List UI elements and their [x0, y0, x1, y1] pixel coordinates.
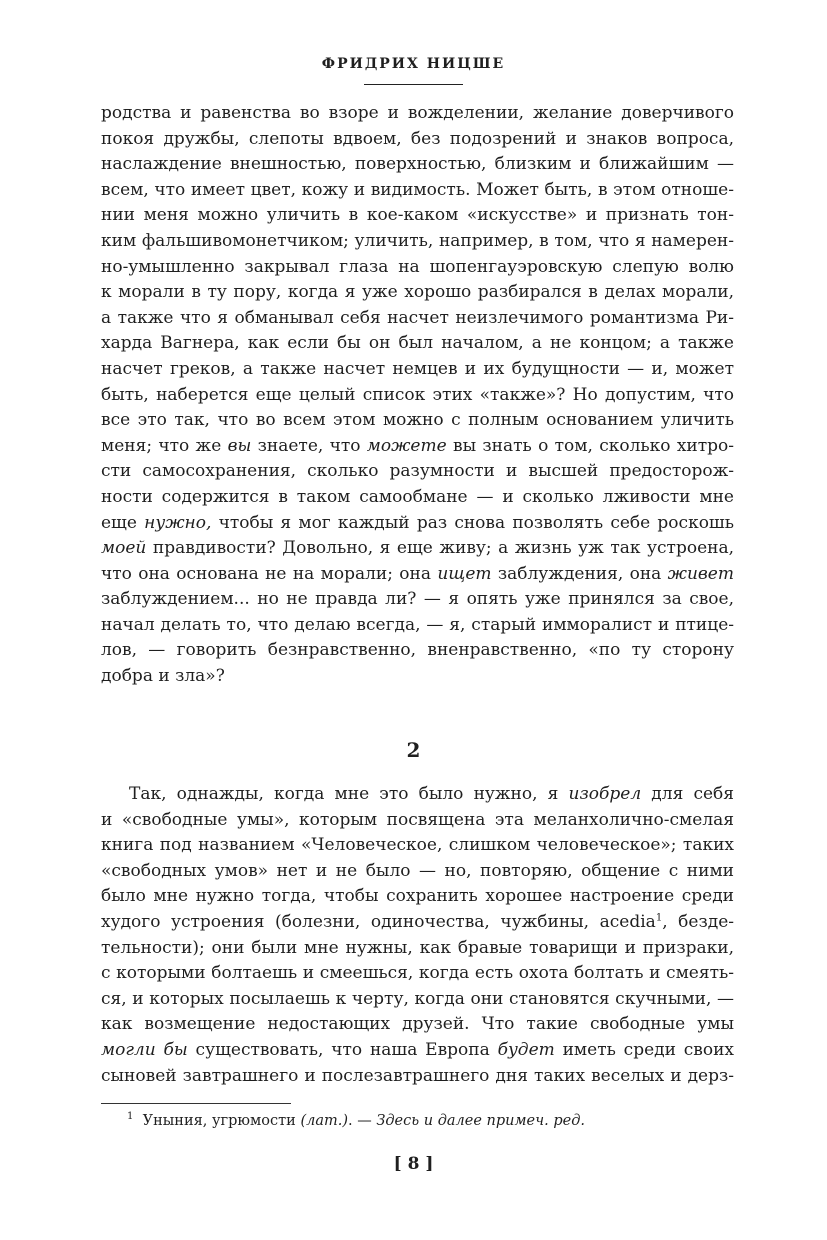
italic-word: могли бы — [101, 1039, 188, 1060]
page-number: [ 8 ] — [393, 1154, 434, 1174]
text-line: быть, наберется еще целый список этих «также»? Но допустим, что — [101, 384, 734, 405]
italic-word: ищет — [437, 563, 492, 584]
text-line: моей правдивости? Довольно, я еще живу; а жизнь уж так устроена, — [101, 538, 734, 559]
italic-word: можете — [366, 435, 447, 456]
italic-word: моей — [101, 538, 147, 559]
text-line: заблуждением... но не правда ли? — я опять уже принялся за свое, — [101, 589, 734, 610]
text-line: книга под названием «Человеческое, слишком человеческое»; таких — [101, 835, 734, 856]
text-line: «свободных умов» нет и не было — но, повторяю, общение с ними — [101, 860, 734, 881]
text-line: сти самосохранения, сколько разумности и высшей предосторож- — [101, 461, 734, 482]
footnote-text: Уныния, угрюмости — [142, 1113, 301, 1129]
text-line: меня; что же вы знаете, что можете вы знать о том, сколько хитро- — [101, 435, 734, 456]
text-line: лов, — говорить безнравственно, вненравственно, «по ту сторону — [101, 640, 734, 661]
italic-word: изобрел — [568, 784, 642, 804]
text-line: родства и равенства во взоре и вожделении, желание доверчивого — [101, 103, 734, 123]
paragraph-2 — [101, 782, 734, 1089]
footnote-marker: 1 — [655, 912, 663, 924]
footnote-lang-note: (лат.) — [300, 1113, 348, 1129]
text-line: еще нужно, чтобы я мог каждый раз снова позволять себе роскошь — [101, 512, 734, 533]
text-line: тельности); они были мне нужны, как бравые товарищи и призраки, — [101, 937, 734, 958]
footnote-rule — [101, 1103, 291, 1104]
text-line: покоя дружбы, слепоты вдвоем, без подозрений и знаков вопроса, — [101, 128, 734, 149]
text-line: что она основана не на морали; она ищет заблуждения, она живет — [101, 563, 734, 584]
text-line: могли бы существовать, что наша Европа будет иметь среди своих — [101, 1039, 734, 1060]
paragraph-1 — [101, 101, 734, 690]
italic-word: нужно, — [144, 512, 212, 533]
text-line: ким фальшивомонетчиком; уличить, например, в том, что я намерен- — [101, 230, 734, 251]
text-line: насчет греков, а также насчет немцев и их будущности — и, может — [101, 358, 734, 379]
text-line: к морали в ту пору, когда я уже хорошо разбирался в делах морали, — [101, 282, 734, 303]
section-number: 2 — [406, 738, 421, 762]
text-line: и «свободные умы», которым посвящена эта меланхолично-смелая — [101, 809, 734, 830]
italic-word: будет — [497, 1039, 555, 1060]
header-rule — [364, 84, 463, 85]
text-line: ся, и которых посылаешь к черту, когда они становятся скучными, — — [101, 988, 734, 1009]
text-line: худого устроения (болезни, одиночества, чужбины, acedia$^1$, безде- — [101, 911, 735, 932]
italic-word: живет — [667, 563, 734, 584]
footnote-number: 1 — [127, 1111, 134, 1123]
text-line: всем, что имеет цвет, кожу и видимость. Может быть, в этом отноше- — [101, 179, 734, 200]
text-line: Так, однажды, когда мне это было нужно, я изобрел для себя — [129, 784, 734, 804]
text-line: сыновей завтрашнего и послезавтрашнего дня таких веселых и дерз- — [101, 1065, 734, 1086]
text-line: добра и зла»? — [101, 666, 225, 687]
text-line: нии меня можно уличить в кое-каком «искусстве» и признать тон- — [101, 205, 734, 226]
text-line: ности содержится в таком самообмане — и сколько лживости мне — [101, 486, 734, 507]
text-line: как возмещение недостающих друзей. Что такие свободные умы — [101, 1014, 734, 1035]
text-line: харда Вагнера, как если бы он был началом, а не концом; а также — [101, 333, 734, 354]
text-line: было мне нужно тогда, чтобы сохранить хорошее настроение среди — [101, 886, 734, 907]
text-line: начал делать то, что делаю всегда, — я, старый имморалист и птице- — [101, 614, 734, 635]
text-line: наслаждение внешностью, поверхностью, близким и ближайшим — — [101, 154, 734, 175]
footnote-editor-note: Здесь и далее примеч. ред. — [376, 1113, 586, 1129]
running-title: ФРИДРИХ НИЦШЕ — [321, 56, 506, 72]
italic-word: вы — [227, 435, 252, 456]
footnote: $^1$ Уныния, угрюмости (лат.). — Здесь и далее примеч. ред. — [127, 1111, 586, 1129]
text-line: все это так, что во всем этом можно с полным основанием уличить — [101, 410, 734, 431]
text-line: с которыми болтаешь и смеешься, когда есть охота болтать и смеять- — [101, 963, 734, 984]
text-line: но-умышленно закрывал глаза на шопенгауэровскую слепую волю — [101, 256, 734, 277]
text-line: а также что я обманывал себя насчет неизлечимого романтизма Ри- — [101, 307, 734, 328]
